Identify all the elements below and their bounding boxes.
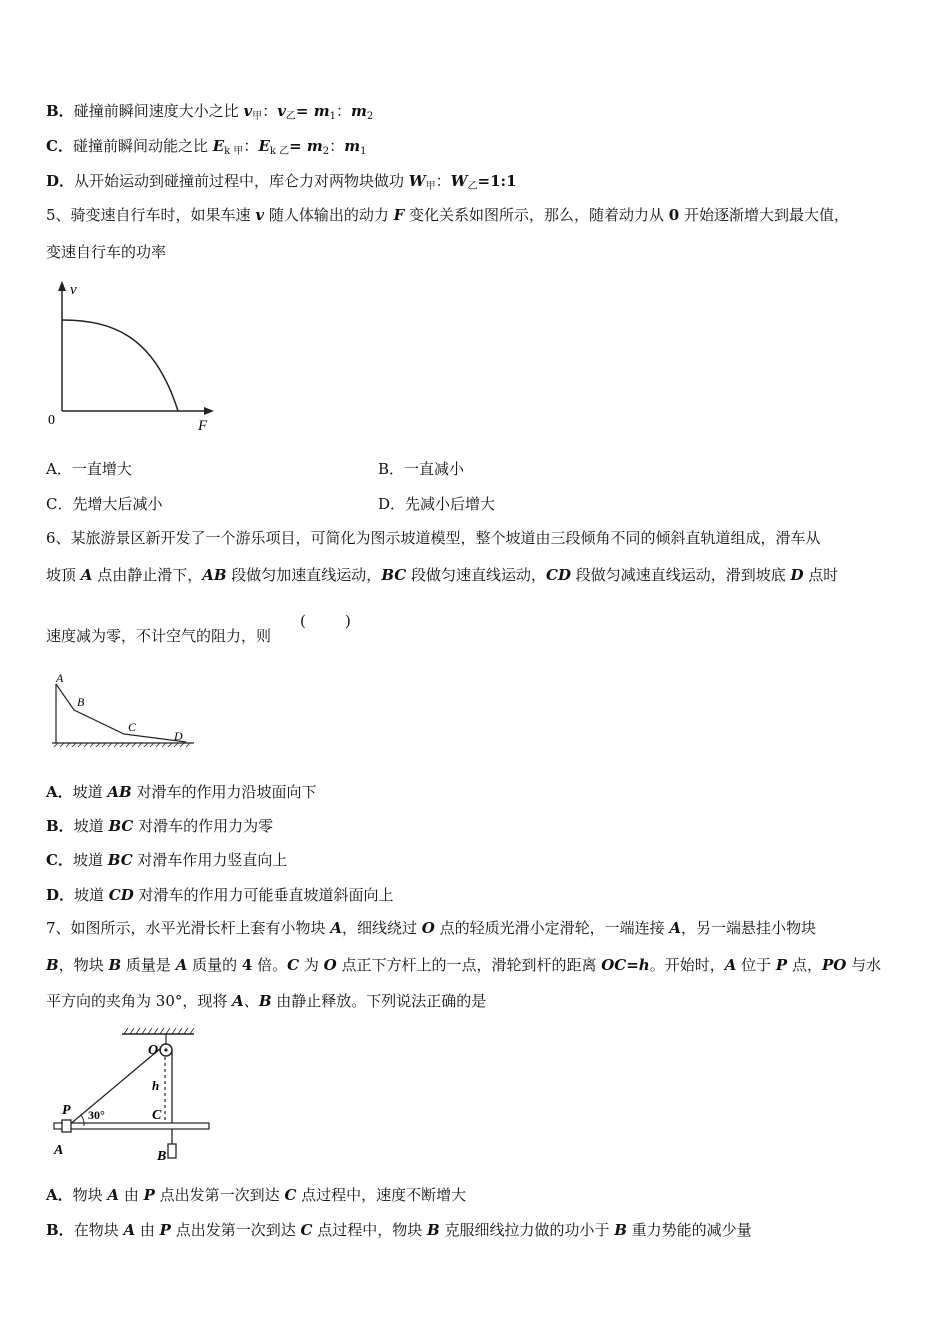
q5-option-c: C．先增大后减小 — [46, 495, 163, 513]
ceiling-hatch — [124, 1028, 194, 1034]
label-o: O — [148, 1043, 159, 1058]
q7-pulley-diagram — [44, 1022, 214, 1170]
point-d-label: D — [174, 729, 183, 743]
label-h: h — [152, 1078, 160, 1093]
horizontal-rod — [54, 1123, 209, 1129]
slope-track — [56, 684, 186, 742]
answer-paren-open: ( — [300, 612, 306, 630]
q6-stem-line2: 坡顶 A 点由静止滑下，AB 段做匀加速直线运动，BC 段做匀速直线运动，CD 段做匀减速直线运动，滑到坡底 D 点时 — [46, 566, 839, 584]
point-c-label: C — [128, 720, 137, 734]
q7-stem-line1: 7、如图所示，水平光滑长杆上套有小物块 A，细线绕过 O 点的轻质光滑小定滑轮，一端连接 A，另一端悬挂小物块 — [46, 919, 817, 937]
block-a — [62, 1120, 71, 1132]
x-axis-arrow-icon — [204, 407, 214, 415]
q5-option-b: B．一直减小 — [378, 460, 465, 478]
q4-option-d: D．从开始运动到碰撞前过程中，库仑力对两物块做功 $W_甲$：$W_乙=1:1$ — [46, 172, 517, 192]
q6-option-a: A．坡道 AB 对滑车的作用力沿坡面向下 — [46, 783, 317, 801]
q5-option-a: A．一直增大 — [46, 460, 132, 478]
q6-option-d: D．坡道 CD 对滑车的作用力可能垂直坡道斜面向上 — [46, 886, 394, 904]
string-to-a — [68, 1048, 161, 1126]
q7-stem-line3: 平方向的夹角为 30°，现将 A、B 由静止释放。下列说法正确的是 — [46, 992, 487, 1010]
origin-label: 0 — [48, 413, 55, 428]
q5-stem-line2: 变速自行车的功率 — [46, 243, 167, 261]
q7-option-b: B．在物块 A 由 P 点出发第一次到达 C 点过程中，物块 B 克服细线拉力做的功小于 B 重力势能的减少量 — [46, 1221, 752, 1239]
answer-paren-close: ) — [345, 612, 351, 630]
q6-option-b: B．坡道 BC 对滑车的作用力为零 — [46, 817, 274, 835]
q4-option-c: C．碰撞前瞬间动能之比 $E_{k 甲}$：$E_{k 乙}= m_2$：$m_1$ — [46, 137, 367, 157]
q5-option-d: D．先减小后增大 — [378, 495, 496, 513]
q7-stem-line2: B，物块 B 质量是 A 质量的 4 倍。C 为 O 点正下方杆上的一点，滑轮到杆的距离 OC=h。开始时，A 位于 P 点，PO 与水 — [46, 956, 882, 974]
y-axis-arrow-icon — [58, 281, 66, 291]
point-a-label: A — [56, 671, 64, 685]
q4-option-b: B．碰撞前瞬间速度大小之比 $v_甲$：$v_乙= m_1$：$m_2$ — [46, 102, 374, 122]
q7-option-a: A．物块 A 由 P 点出发第一次到达 C 点过程中，速度不断增大 — [46, 1186, 467, 1204]
q5-v-f-graph — [40, 278, 230, 438]
label-b: B — [157, 1149, 167, 1164]
block-b — [168, 1144, 176, 1158]
x-axis-label: F — [198, 418, 208, 434]
label-p: P — [62, 1103, 71, 1118]
label-angle: 30° — [88, 1108, 105, 1122]
point-b-label: B — [77, 695, 85, 709]
v-f-curve — [62, 320, 178, 411]
label-a: A — [54, 1143, 64, 1158]
q6-option-c: C．坡道 BC 对滑车作用力竖直向上 — [46, 851, 288, 869]
q5-stem-line1: 5、骑变速自行车时，如果车速 v 随人体输出的动力 F 变化关系如图所示，那么，随着动力从 0 开始逐渐增大到最大值， — [46, 206, 850, 224]
label-c: C — [152, 1108, 162, 1123]
q6-stem-line1: 6、某旅游景区新开发了一个游乐项目，可简化为图示坡道模型，整个坡道由三段倾角不同的倾斜直轨道组成，滑车从 — [46, 529, 821, 547]
y-axis-label: v — [70, 282, 77, 298]
q6-slope-diagram — [44, 668, 204, 753]
q6-stem-line3: 速度减为零，不计空气的阻力，则 — [46, 627, 272, 645]
